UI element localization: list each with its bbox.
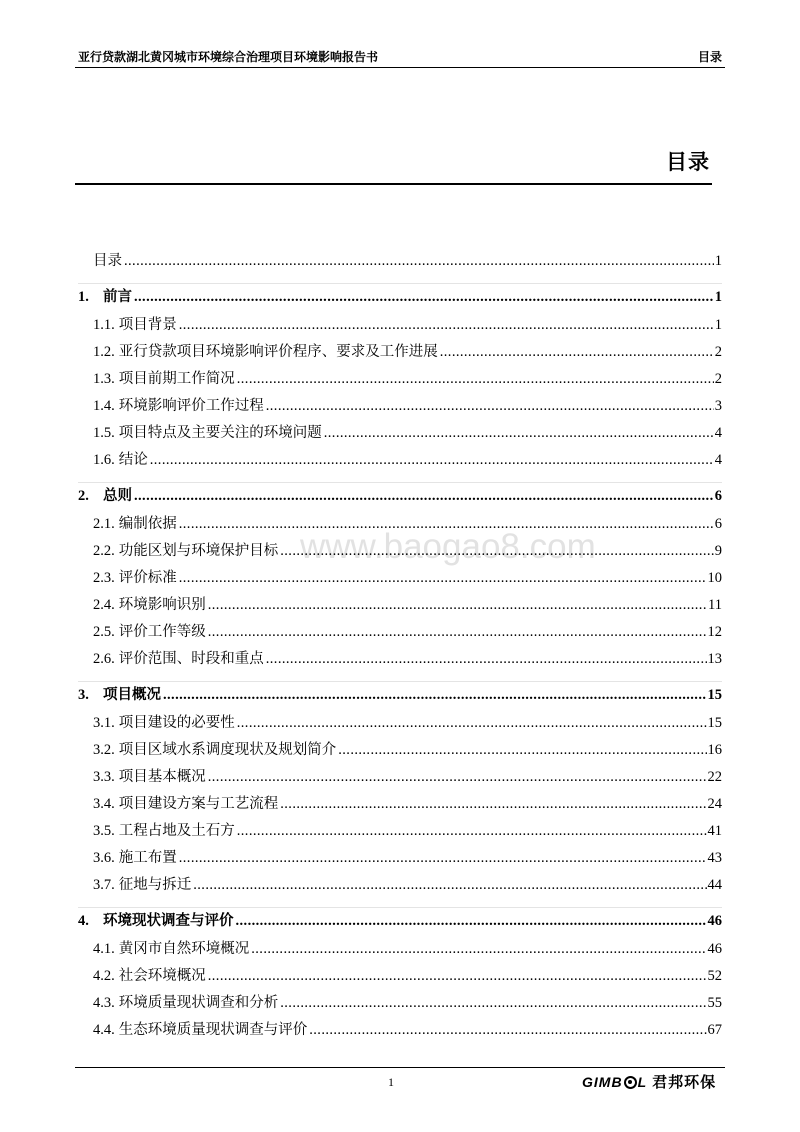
- toc-entry-number: 1.: [78, 289, 89, 305]
- toc-entry-title: 环境现状调查与评价: [103, 913, 234, 929]
- toc-intro-entry[interactable]: [78, 248, 722, 275]
- running-header-section: 目录: [697, 50, 722, 64]
- toc-entry-number: 2.1.: [93, 516, 115, 532]
- company-logo: [582, 1073, 716, 1091]
- toc-entry-page: 46: [707, 941, 722, 957]
- toc-entry-number: 3.1.: [93, 715, 115, 731]
- toc-entry-number: 1.3.: [93, 371, 115, 387]
- watermark: www.baogao8.com: [300, 527, 596, 566]
- toc-entry-number: 4.: [78, 913, 89, 929]
- toc-entry-number: 3.7.: [93, 877, 115, 893]
- toc-section-2-1[interactable]: [78, 511, 722, 538]
- toc-section-3-1[interactable]: [78, 710, 722, 737]
- toc-leader-dots: [280, 990, 706, 1017]
- toc-section-3-7[interactable]: [78, 872, 722, 899]
- toc-entry-title: 黄冈市自然环境概况: [118, 941, 250, 957]
- toc-chapter-3[interactable]: [78, 681, 722, 710]
- toc-section-2-2[interactable]: [78, 538, 722, 565]
- toc-entry-number: 3.5.: [93, 823, 115, 839]
- toc-section-2-3[interactable]: [78, 565, 722, 592]
- toc-entry-title: 项目区域水系调度现状及规划简介: [118, 742, 337, 758]
- toc-leader-dots: [440, 339, 714, 366]
- toc-section-3-4[interactable]: [78, 791, 722, 818]
- toc-leader-dots: [266, 393, 714, 420]
- toc-entry-title: 社会环境概况: [118, 968, 206, 984]
- toc-leader-dots: [208, 619, 707, 646]
- toc-leader-dots: [208, 592, 707, 619]
- toc-entry-page: 4: [714, 425, 722, 441]
- toc-entry-number: 2.: [78, 488, 89, 504]
- toc-section-3-6[interactable]: [78, 845, 722, 872]
- toc-entry-title: 项目前期工作简况: [118, 371, 235, 387]
- toc-entry-page: 43: [707, 850, 722, 866]
- toc-leader-dots: [237, 366, 714, 393]
- page-title: 目录: [666, 150, 710, 174]
- toc-leader-dots: [309, 1017, 706, 1044]
- toc-entry-title: 项目建设方案与工艺流程: [118, 796, 279, 812]
- toc-entry-title: 亚行贷款项目环境影响评价程序、要求及工作进展: [118, 344, 438, 360]
- toc-entry-title: 征地与拆迁: [118, 877, 192, 893]
- toc-leader-dots: [134, 482, 714, 511]
- toc-leader-dots: [150, 447, 714, 474]
- toc-section-4-1[interactable]: [78, 936, 722, 963]
- toc-leader-dots: [324, 420, 714, 447]
- toc-leader-dots: [193, 872, 706, 899]
- toc-section-3-3[interactable]: [78, 764, 722, 791]
- toc-entry-page: 24: [707, 796, 722, 812]
- toc-chapter-2[interactable]: [78, 482, 722, 511]
- toc-entry-number: 3.3.: [93, 769, 115, 785]
- logo-chinese-text: 君邦环保: [652, 1073, 717, 1091]
- toc-leader-dots: [338, 737, 706, 764]
- toc-section-4-3[interactable]: [78, 990, 722, 1017]
- toc-section-1-2[interactable]: [78, 339, 722, 366]
- toc-leader-dots: [280, 791, 706, 818]
- toc-section-1-4[interactable]: [78, 393, 722, 420]
- toc-entry-title: 施工布置: [118, 850, 177, 866]
- toc-entry-title: 前言: [103, 289, 132, 305]
- toc-entry-title: 评价范围、时段和重点: [118, 651, 264, 667]
- toc-entry-page: 1: [714, 289, 722, 305]
- toc-entry-number: 3.: [78, 687, 89, 703]
- toc-entry-page: 3: [714, 398, 722, 414]
- toc-leader-dots: [251, 936, 706, 963]
- toc-section-1-3[interactable]: [78, 366, 722, 393]
- toc-leader-dots: [208, 764, 707, 791]
- toc-entry-number: 2.2.: [93, 543, 115, 559]
- toc-entry-page: 2: [714, 344, 722, 360]
- toc-entry-title: 评价工作等级: [118, 624, 206, 640]
- toc-entry-title: 项目概况: [103, 687, 161, 703]
- page-number: 1: [388, 1075, 394, 1089]
- toc-entry-number: 3.6.: [93, 850, 115, 866]
- logo-latin-text-b: L: [637, 1074, 648, 1090]
- toc-entry-number: 1.4.: [93, 398, 115, 414]
- toc-leader-dots: [266, 646, 707, 673]
- toc-section-2-6[interactable]: [78, 646, 722, 673]
- toc-entry-number: 4.4.: [93, 1022, 115, 1038]
- toc-entry-title: 环境影响识别: [118, 597, 206, 613]
- toc-entry-number: 1.2.: [93, 344, 115, 360]
- toc-entry-page: 9: [714, 543, 722, 559]
- toc-entry-page: 10: [707, 570, 722, 586]
- toc-entry-page: 46: [707, 913, 722, 929]
- toc-entry-title: 项目基本概况: [118, 769, 206, 785]
- toc-entry-page: 1: [714, 253, 722, 269]
- toc-leader-dots: [124, 248, 714, 275]
- toc-entry-title: 环境质量现状调查和分析: [118, 995, 279, 1011]
- toc-entry-page: 67: [707, 1022, 722, 1038]
- toc-entry-page: 13: [707, 651, 722, 667]
- toc-section-2-4[interactable]: [78, 592, 722, 619]
- toc-entry-page: 16: [707, 742, 722, 758]
- toc-entry-page: 15: [707, 687, 722, 703]
- toc-entry-number: 2.3.: [93, 570, 115, 586]
- toc-entry-page: 41: [707, 823, 722, 839]
- running-header-title: 亚行贷款湖北黄冈城市环境综合治理项目环境影响报告书: [78, 50, 379, 64]
- toc-entry-number: 1.5.: [93, 425, 115, 441]
- toc-section-1-6[interactable]: [78, 447, 722, 474]
- logo-latin-text-a: GIMB: [582, 1074, 623, 1090]
- toc-entry-page: 22: [707, 769, 722, 785]
- toc-leader-dots: [280, 538, 714, 565]
- toc-entry-title: 工程占地及土石方: [118, 823, 235, 839]
- toc-entry-title: 总则: [103, 488, 132, 504]
- toc-entry-title: 环境影响评价工作过程: [118, 398, 264, 414]
- toc-entry-number: 1.6.: [93, 452, 115, 468]
- toc-entry-page: 2: [714, 371, 722, 387]
- toc-entry-number: 3.2.: [93, 742, 115, 758]
- toc-leader-dots: [179, 565, 707, 592]
- toc-entry-page: 1: [714, 317, 722, 333]
- header-rule: [75, 67, 725, 68]
- toc-chapter-4[interactable]: [78, 907, 722, 936]
- toc-entry-title: 评价标准: [118, 570, 177, 586]
- toc-entry-number: 2.4.: [93, 597, 115, 613]
- toc-section-3-2[interactable]: [78, 737, 722, 764]
- toc-entry-number: 2.5.: [93, 624, 115, 640]
- toc-entry-page: 6: [714, 488, 722, 504]
- toc-section-4-2[interactable]: [78, 963, 722, 990]
- toc-leader-dots: [237, 818, 707, 845]
- toc-entry-page: 12: [707, 624, 722, 640]
- toc-entry-page: 15: [707, 715, 722, 731]
- toc-entry-title: 目录: [93, 253, 122, 269]
- toc-leader-dots: [236, 907, 707, 936]
- toc-entry-title: 项目背景: [118, 317, 177, 333]
- toc-entry-title: 功能区划与环境保护目标: [118, 543, 279, 559]
- logo-circle-icon: [624, 1076, 637, 1089]
- toc-entry-page: 55: [707, 995, 722, 1011]
- title-rule: [75, 183, 712, 185]
- toc-entry-page: 6: [714, 516, 722, 532]
- toc-entry-number: 4.2.: [93, 968, 115, 984]
- toc-section-2-5[interactable]: [78, 619, 722, 646]
- toc-leader-dots: [179, 845, 707, 872]
- toc-entry-page: 11: [708, 597, 722, 613]
- toc-entry-number: 3.4.: [93, 796, 115, 812]
- toc-leader-dots: [163, 681, 707, 710]
- table-of-contents: [78, 248, 722, 1044]
- toc-leader-dots: [134, 283, 714, 312]
- toc-leader-dots: [179, 312, 714, 339]
- toc-section-3-5[interactable]: [78, 818, 722, 845]
- footer-rule: [75, 1067, 725, 1068]
- toc-entry-number: 4.3.: [93, 995, 115, 1011]
- toc-entry-page: 44: [707, 877, 722, 893]
- toc-entry-number: 1.1.: [93, 317, 115, 333]
- toc-entry-title: 结论: [118, 452, 148, 468]
- toc-leader-dots: [179, 511, 714, 538]
- toc-entry-title: 编制依据: [118, 516, 177, 532]
- toc-entry-number: 2.6.: [93, 651, 115, 667]
- toc-entry-title: 项目特点及主要关注的环境问题: [118, 425, 322, 441]
- toc-entry-title: 项目建设的必要性: [118, 715, 235, 731]
- toc-section-1-5[interactable]: [78, 420, 722, 447]
- toc-entry-page: 52: [707, 968, 722, 984]
- toc-section-4-4[interactable]: [78, 1017, 722, 1044]
- toc-entry-page: 4: [714, 452, 722, 468]
- toc-leader-dots: [237, 710, 707, 737]
- toc-leader-dots: [208, 963, 707, 990]
- toc-entry-number: 4.1.: [93, 941, 115, 957]
- toc-section-1-1[interactable]: [78, 312, 722, 339]
- toc-chapter-1[interactable]: [78, 283, 722, 312]
- toc-entry-title: 生态环境质量现状调查与评价: [118, 1022, 308, 1038]
